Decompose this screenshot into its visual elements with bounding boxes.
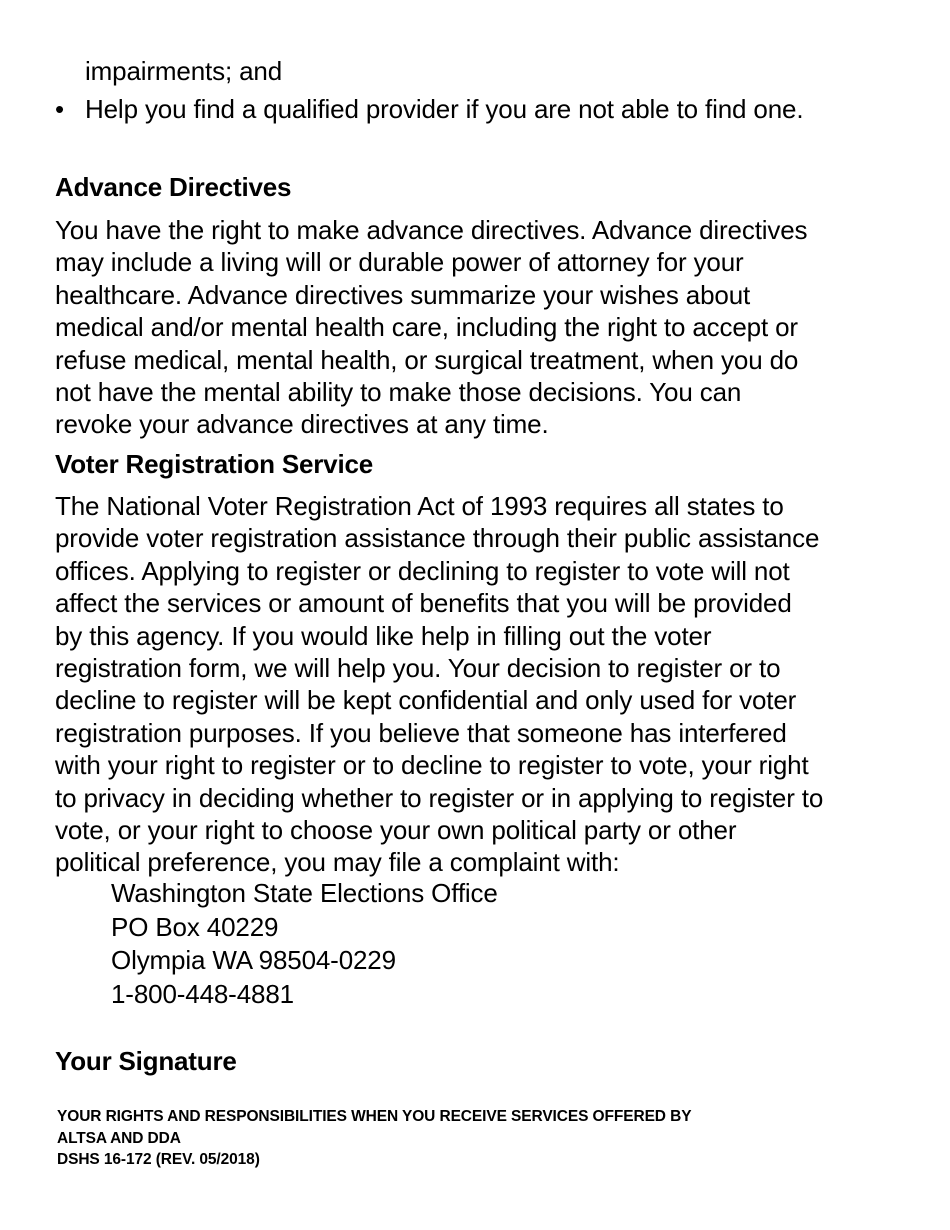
paragraph-line: may include a living will or durable power of attorney for your [55,247,744,278]
footer-line: ALTSA AND DDA [57,1129,181,1147]
paragraph-line: The National Voter Registration Act of 1993 requires all states to [55,491,784,521]
footer-line: YOUR RIGHTS AND RESPONSIBILITIES WHEN YOU RECEIVE SERVICES OFFERED BY [57,1108,692,1125]
advance-directives-heading: Advance Directives [55,172,292,202]
paragraph-line: You have the right to make advance directives. Advance directives [55,215,808,245]
voter-registration-paragraph [55,490,905,879]
paragraph-line: revoke your advance directives at any time. [55,409,549,440]
paragraph-line: provide voter registration assistance through their public assistance [55,523,820,554]
address-line: PO Box 40229 [111,911,279,942]
list-continuation-text: impairments; and [85,56,283,86]
paragraph-line: not have the mental ability to make those decisions. You can [55,377,742,408]
paragraph-line: registration purposes. If you believe that someone has interfered [55,717,787,748]
address-line: Olympia WA 98504-0229 [111,945,396,975]
paragraph-line: by this agency. If you would like help in filling out the voter [55,620,712,651]
paragraph-line: healthcare. Advance directives summarize your wishes about [55,279,751,310]
bullet-icon: • [55,94,64,124]
paragraph-line: vote, or your right to choose your own political party or other [55,815,737,846]
list-item [55,93,803,125]
paragraph-line: decline to register will be kept confidential and only used for voter [55,685,797,716]
form-footer [57,1106,691,1171]
phone-number: 1-800-448-4881 [111,978,294,1009]
list-item-text: Help you find a qualified provider if you are not able to find one. [85,94,804,124]
paragraph-line: refuse medical, mental health, or surgical treatment, when you do [55,344,799,375]
paragraph-line: affect the services or amount of benefits that you will be provided [55,588,792,619]
paragraph-line: registration form, we will help you. Your decision to register or to [55,653,781,684]
paragraph-line: medical and/or mental health care, including the right to accept or [55,312,798,343]
signature-heading: Your Signature [55,1046,237,1076]
address-line: Washington State Elections Office [111,878,498,908]
form-number: DSHS 16-172 (REV. 05/2018) [57,1151,260,1168]
paragraph-line: to privacy in deciding whether to register or in applying to register to [55,782,824,813]
paragraph-line: offices. Applying to register or declining to register to vote will not [55,555,790,586]
elections-office-address [111,877,498,1011]
paragraph-line: political preference, you may file a complaint with: [55,847,620,878]
voter-registration-heading: Voter Registration Service [55,449,373,479]
advance-directives-paragraph [55,214,905,441]
paragraph-line: with your right to register or to decline to register to vote, your right [55,750,809,781]
